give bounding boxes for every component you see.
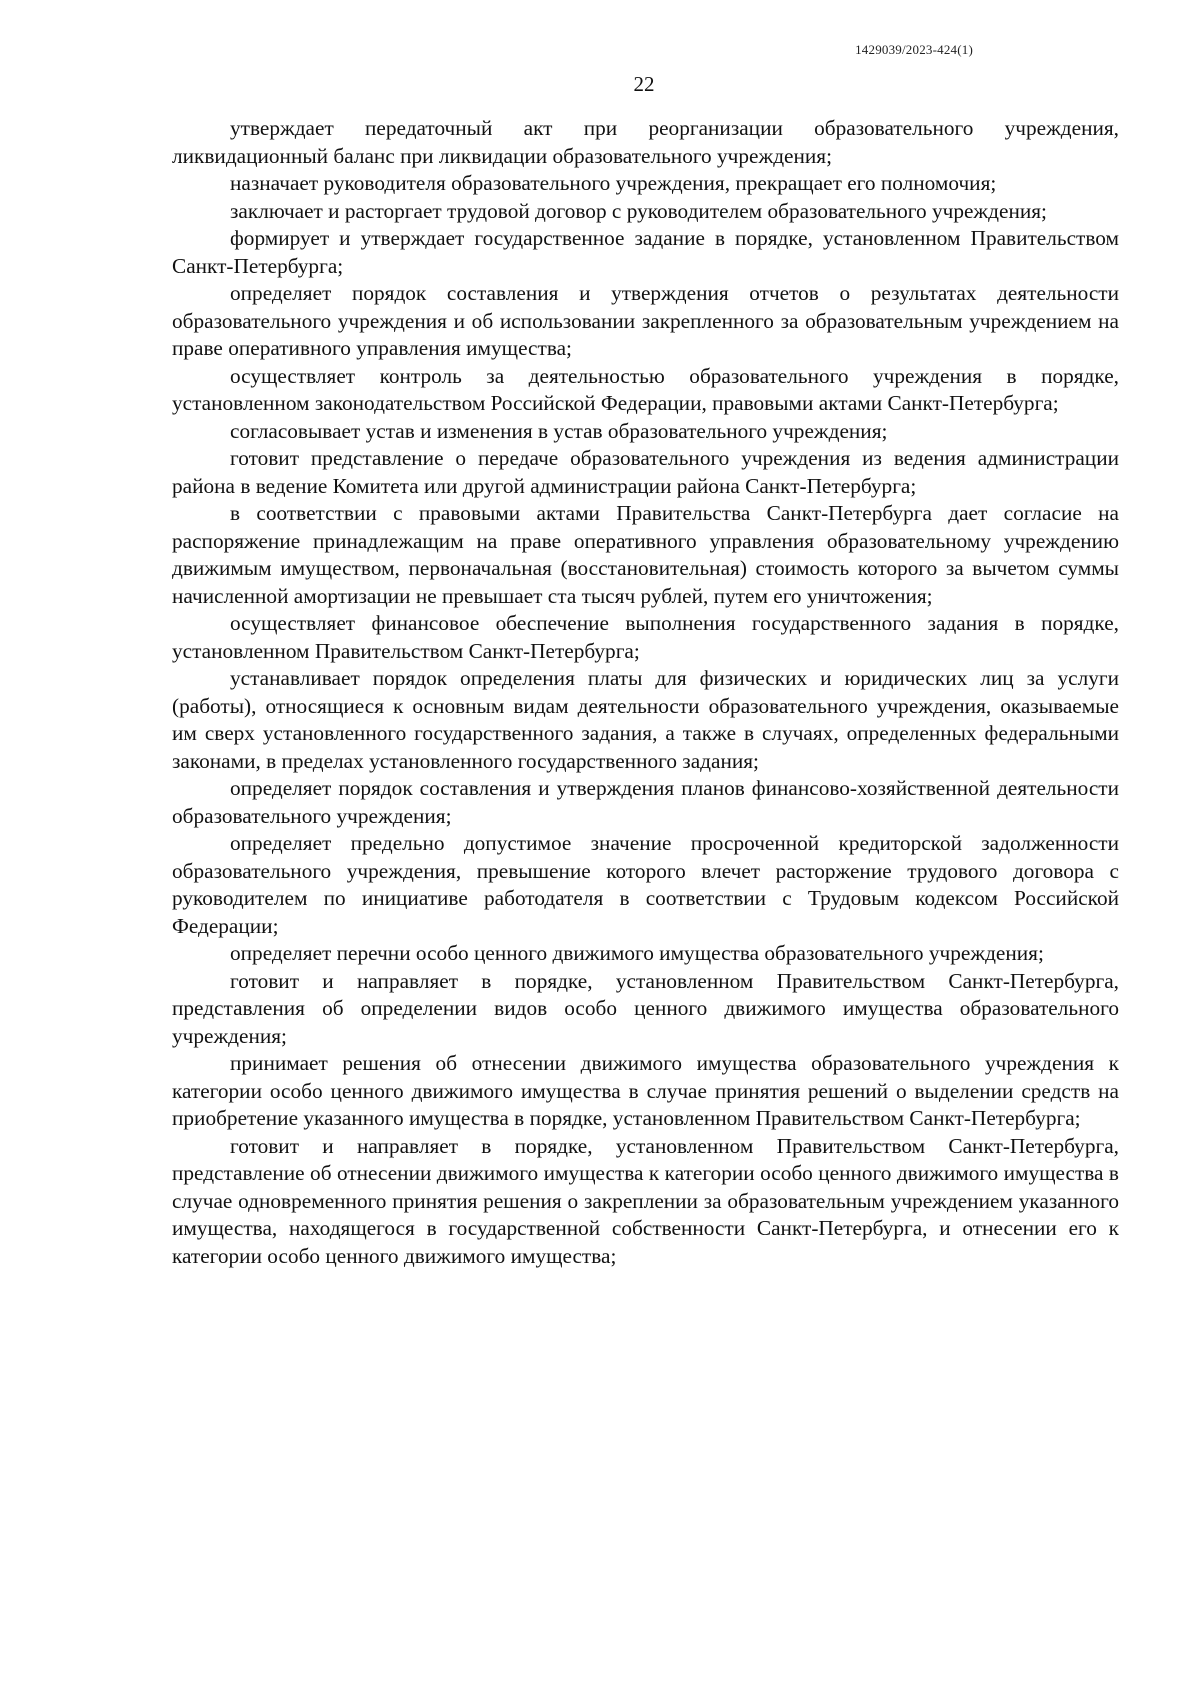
paragraph: утверждает передаточный акт при реорганизации образовательного учреждения, ликвидационный баланс при ликвидации образовательного учреждения; <box>172 116 1119 168</box>
paragraph: готовит и направляет в порядке, установленном Правительством Санкт-Петербурга, представления об определении видов особо ценного движимого имущества образовательного учреждения; <box>172 968 1119 1048</box>
paragraph: определяет порядок составления и утверждения планов финансово-хозяйственной деятельности образовательного учреждения; <box>172 776 1119 828</box>
paragraph: формирует и утверждает государственное задание в порядке, установленном Правительством Санкт-Петербурга; <box>172 226 1119 278</box>
paragraph: осуществляет контроль за деятельностью образовательного учреждения в порядке, установленном законодательством Российской Федерации, правовыми актами Санкт-Петербурга; <box>172 363 1119 415</box>
paragraph: назначает руководителя образовательного учреждения, прекращает его полномочия; <box>230 171 997 195</box>
paragraph: заключает и расторгает трудовой договор с руководителем образовательного учреждения; <box>230 198 1047 223</box>
paragraph: готовит представление о передаче образовательного учреждения из ведения администрации района в ведение Комитета или другой администрации района Санкт-Петербурга; <box>172 446 1119 498</box>
paragraph: готовит и направляет в порядке, установленном Правительством Санкт-Петербурга, представление об отнесении движимого имущества к категории особо ценного движимого имущества в случае одновременного принятия решения о закреплении за образовательным учреждением указанного имущества, находящегося в государственной собственности Санкт-Петербурга, и отнесении его к категории особо ценного движимого имущества; <box>172 1133 1119 1268</box>
paragraph: определяет предельно допустимое значение просроченной кредиторской задолженности образовательного учреждения, превышение которого влечет расторжение трудового договора с руководителем по инициативе работодателя в соответствии с Трудовым кодексом Российской Федерации; <box>172 831 1119 938</box>
document-id: 1429039/2023-424(1) <box>855 42 973 57</box>
paragraph: определяет перечни особо ценного движимого имущества образовательного учреждения; <box>230 941 1044 965</box>
paragraph: согласовывает устав и изменения в устав образовательного учреждения; <box>230 418 888 443</box>
paragraph: осуществляет финансовое обеспечение выполнения государственного задания в порядке, установленном Правительством Санкт-Петербурга; <box>172 611 1119 663</box>
page-number: 22 <box>633 72 655 96</box>
document-body <box>172 115 1119 1270</box>
paragraph: устанавливает порядок определения платы для физических и юридических лиц за услуги (работы), относящиеся к основным видам деятельности образовательного учреждения, оказываемые им сверх установленного государственного задания, а также в случаях, определенных федеральными законами, в пределах установленного государственного задания; <box>172 666 1119 773</box>
paragraph: определяет порядок составления и утверждения отчетов о результатах деятельности образовательного учреждения и об использовании закрепленного за образовательным учреждением на праве оперативного управления имущества; <box>172 281 1119 360</box>
paragraph: в соответствии с правовыми актами Правительства Санкт-Петербурга дает согласие на распоряжение принадлежащим на праве оперативного управления образовательному учреждению движимым имуществом, первоначальная (восстановительная) стоимость которого за вычетом суммы начисленной амортизации не превышает ста тысяч рублей, путем его уничтожения; <box>172 501 1119 608</box>
paragraph: принимает решения об отнесении движимого имущества образовательного учреждения к категории особо ценного движимого имущества в случае принятия решений о выделении средств на приобретение указанного имущества в порядке, установленном Правительством Санкт-Петербурга; <box>172 1051 1119 1130</box>
